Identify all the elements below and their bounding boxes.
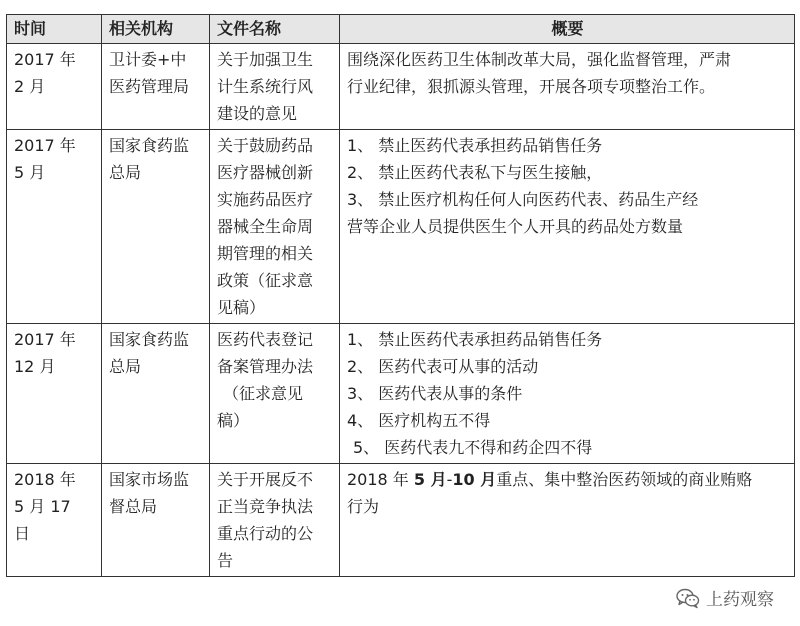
agency-line: 督总局	[109, 497, 158, 516]
doc-line: 实施药品医疗	[217, 190, 314, 209]
agency-line: 总局	[109, 163, 142, 182]
doc-name-cell	[210, 464, 340, 577]
doc-line: 见稿）	[217, 298, 266, 317]
summary-cell	[340, 130, 795, 324]
summary-line: 3、 禁止医疗机构任何人向医药代表、药品生产经	[347, 190, 699, 209]
doc-line: 政策（征求意	[217, 271, 314, 290]
time-line: 5 月	[14, 163, 46, 182]
time-line: 5 月 17	[14, 497, 71, 516]
doc-name-cell	[210, 44, 340, 130]
watermark	[672, 583, 778, 612]
agency-cell	[102, 324, 210, 464]
table-row	[7, 324, 795, 464]
time-cell	[7, 44, 102, 130]
agency-cell	[102, 464, 210, 577]
time-line: 2017 年	[14, 136, 76, 155]
header-agency: 相关机构	[102, 15, 210, 44]
agency-line: 国家市场监	[109, 470, 190, 489]
doc-line: 医药代表登记	[217, 330, 314, 349]
summary-bold-text: 5 月	[413, 470, 447, 489]
time-line: 2018 年	[14, 470, 76, 489]
doc-line: 告	[217, 551, 234, 570]
header-doc-name: 文件名称	[210, 15, 340, 44]
summary-line	[347, 466, 788, 493]
time-line: 2017 年	[14, 330, 76, 349]
summary-cell	[340, 44, 795, 130]
agency-cell	[102, 44, 210, 130]
summary-line: 2、 禁止医药代表私下与医生接触，	[347, 163, 603, 182]
summary-line: 5、 医药代表九不得和药企四不得	[353, 438, 593, 457]
table-row	[7, 464, 795, 577]
doc-line: 稿）	[217, 411, 250, 430]
doc-line: 器械全生命周	[217, 217, 314, 236]
time-line: 2017 年	[14, 50, 76, 69]
doc-line: 关于开展反不	[217, 470, 314, 489]
summary-line: 营等企业人员提供医生个人开具的药品处方数量	[347, 217, 684, 236]
doc-line: 医疗器械创新	[217, 163, 314, 182]
summary-line: 4、 医疗机构五不得	[347, 411, 491, 430]
time-cell	[7, 464, 102, 577]
summary-line: 2、 医药代表可从事的活动	[347, 357, 539, 376]
summary-cell	[340, 324, 795, 464]
doc-line: 重点行动的公	[217, 524, 314, 543]
summary-text: -	[446, 470, 453, 489]
agency-line: 总局	[109, 357, 142, 376]
doc-line: 建设的意见	[217, 104, 298, 123]
table-row	[7, 44, 795, 130]
doc-line: 期管理的相关	[217, 244, 314, 263]
time-cell	[7, 324, 102, 464]
summary-line: 3、 医药代表从事的条件	[347, 384, 523, 403]
summary-line: 1、 禁止医药代表承担药品销售任务	[347, 330, 603, 349]
table-header-row	[7, 15, 795, 44]
time-line: 日	[14, 524, 31, 543]
header-time: 时间	[7, 15, 102, 44]
doc-name-cell	[210, 324, 340, 464]
doc-line: 备案管理办法	[217, 357, 314, 376]
time-cell	[7, 130, 102, 324]
doc-line: 正当竞争执法	[217, 497, 314, 516]
doc-name-cell	[210, 130, 340, 324]
header-summary: 概要	[340, 15, 795, 44]
summary-cell	[340, 464, 795, 577]
summary-text: 2018 年	[347, 470, 414, 489]
summary-line: 围绕深化医药卫生体制改革大局，强化监督管理，严肃	[347, 50, 732, 69]
policy-table	[6, 14, 795, 577]
agency-line: 国家食药监	[109, 330, 190, 349]
agency-line: 卫计委+中	[109, 50, 187, 69]
wechat-icon	[676, 587, 700, 609]
doc-line: 计生系统行风	[217, 77, 314, 96]
agency-line: 医药管理局	[109, 77, 190, 96]
summary-bold-text: 10 月	[452, 470, 497, 489]
doc-line: 关于加强卫生	[217, 50, 314, 69]
table-row	[7, 130, 795, 324]
summary-text: 重点、集中整治医药领域的商业贿赂	[496, 470, 753, 489]
time-line: 2 月	[14, 77, 46, 96]
agency-cell	[102, 130, 210, 324]
summary-line: 1、 禁止医药代表承担药品销售任务	[347, 136, 603, 155]
watermark-text: 上药观察	[706, 590, 774, 610]
summary-line: 行业纪律，狠抓源头管理，开展各项专项整治工作。	[347, 77, 716, 96]
agency-line: 国家食药监	[109, 136, 190, 155]
doc-line: 关于鼓励药品	[217, 136, 314, 155]
doc-line: （征求意见	[223, 384, 304, 403]
summary-line: 行为	[347, 497, 380, 516]
time-line: 12 月	[14, 357, 56, 376]
